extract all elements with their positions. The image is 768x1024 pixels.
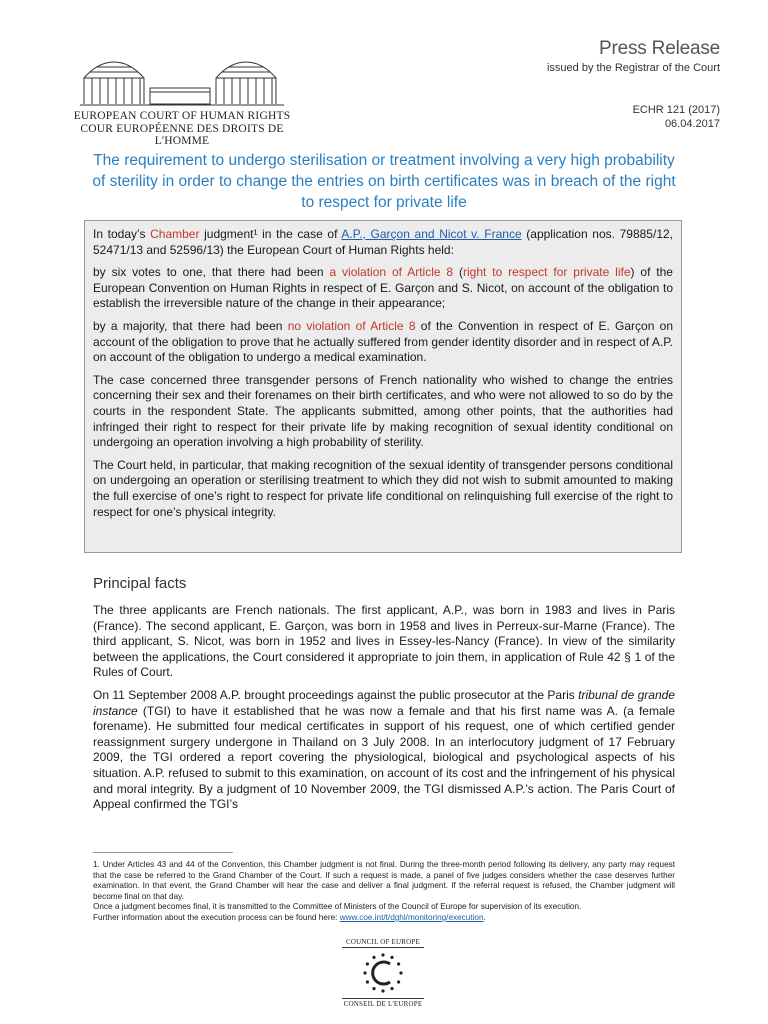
coe-name-en: COUNCIL OF EUROPE <box>346 938 420 946</box>
execution-link[interactable]: www.coe.int/t/dghl/monitoring/execution <box>339 912 484 922</box>
summary-paragraph-1 <box>93 227 673 258</box>
chamber-term: Chamber <box>150 227 200 241</box>
footnote-divider <box>93 852 233 853</box>
coe-name-fr: CONSEIL DE L'EUROPE <box>343 1000 423 1008</box>
right-term: right to respect for private life <box>463 265 631 280</box>
text-span: (TGI) to have it established that he was now a female and that his first name was A. (a female forename). He submitted four medical certificates in support of his request, one of which certified gender reassignment surgery undergone in Thailand on 3 July 2008. In an interlocutory judgment of 17 February 2009, the TGI ordered a report covering the physiological, biological and psychological aspects of his situation. A.P. refused to submit to this examination, on account of its cost and the infringement of his physical and moral integrity. By a judgment of 10 November 2009, the TGI dismissed A.P.’s action. The Paris Court of Appeal confirmed the TGI’s <box>93 703 675 812</box>
coe-divider-bottom <box>342 998 424 999</box>
summary-paragraph-3 <box>93 319 673 366</box>
coe-stars-icon <box>360 950 406 996</box>
case-link[interactable]: A.P., Garçon and Nicot v. France <box>341 227 522 241</box>
text-span: Further information about the execution process can be found here: <box>93 912 340 922</box>
text-span: On 11 September 2008 A.P. brought proceedings against the public prosecutor at the Paris <box>93 687 579 702</box>
court-logo <box>62 48 302 147</box>
text-span: ) of the European Convention on Human Rights in respect of E. Garçon and S. Nicot, on account of the obligation to establish the irreversible nature of the change in their appearance; <box>93 265 673 311</box>
reference-block <box>633 103 720 131</box>
summary-paragraph-4: The case concerned three transgender persons of French nationality who wished to change the entries concerning their sex and their forenames on their birth certificates, and who were not allowed to so do by the courts in the respondent State. The applicants submitted, among other points, that the authorities had infringed their right to respect for their private life by making recognition of sexual identity conditional on undergoing an operation involving a high probability of sterility. <box>93 372 673 450</box>
headline: The requirement to undergo sterilisation or treatment involving a very high probability of sterility in order to change the entries on birth certificates was in breach of the right to respect for private life <box>92 152 676 211</box>
court-name-en: EUROPEAN COURT OF HUMAN RIGHTS <box>73 110 291 122</box>
release-date: 06.04.2017 <box>664 118 720 130</box>
summary-paragraph-5: The Court held, in particular, that making recognition of the sexual identity of transgender persons conditional on undergoing an operation or sterilising treatment to which they did not wish to submit amounted to making the full exercise of one’s right to respect for private life conditional on relinquishing full exercise of the right to respect for one’s physical integrity. <box>93 457 673 519</box>
principal-facts-body <box>93 603 675 846</box>
section-title: Principal facts <box>93 575 187 592</box>
text-span: (application nos. 79885/12, 52471/13 and 52596/13) the European Court of Human Rights held: <box>93 227 673 257</box>
text-span: In today’s <box>93 227 151 241</box>
violation-term: a violation of Article 8 <box>329 265 454 280</box>
text-span: by six votes to one, that there had been <box>93 265 330 280</box>
text-span: ( <box>453 265 463 280</box>
press-release-title: Press Release <box>599 38 720 59</box>
coe-logo <box>336 938 430 1008</box>
facts-paragraph-2 <box>93 688 675 813</box>
footnotes <box>93 860 675 924</box>
issued-by: issued by the Registrar of the Court <box>546 62 720 74</box>
no-violation-term: no violation of Article 8 <box>287 318 416 333</box>
summary-paragraph-2 <box>93 265 673 312</box>
court-name-fr: COUR EUROPÉENNE DES DROITS DE L'HOMME <box>80 123 284 147</box>
court-building-icon <box>80 48 284 108</box>
ref-number: ECHR 121 (2017) <box>632 104 720 116</box>
tgi-italic: tribunal de grande instance <box>93 687 675 718</box>
text-span: by a majority, that there had been <box>93 318 288 333</box>
summary-box <box>84 220 682 553</box>
text-span: judgment¹ in the case of <box>199 227 342 241</box>
footnote-3 <box>93 913 675 924</box>
footnote-2: Once a judgment becomes final, it is transmitted to the Committee of Ministers of the Council of Europe for supervision of its execution. <box>93 902 582 912</box>
text-span: of the Convention in respect of E. Garçon on account of the obligation to prove that he actually suffered from gender identity disorder and in respect of A.P. on account of the obligation to undergo a medical examination. <box>93 318 674 365</box>
coe-divider <box>342 947 424 948</box>
text-span: . <box>483 912 486 922</box>
facts-paragraph-1: The three applicants are French nationals. The first applicant, A.P., was born in 1983 and lives in Paris (France). The second applicant, E. Garçon, was born in 1958 and lives in Perreux-sur-Marne (France). The third applicant, S. Nicot, was born in 1952 and lives in Essey-les-Nancy (France). In view of the similarity between the applications, the Court considered it appropriate to join them, in application of Rule 42 § 1 of the Rules of Court. <box>93 603 675 680</box>
footnote-1: 1. Under Articles 43 and 44 of the Convention, this Chamber judgment is not final. During the three-month period following its delivery, any party may request that the case be referred to the Grand Chamber of the Court. If such a request is made, a panel of five judges considers whether the case deserves further examination. In that event, the Grand Chamber will hear the case and deliver a final judgment. If the referral request is refused, the Chamber judgment will become final on that day. <box>93 860 675 901</box>
